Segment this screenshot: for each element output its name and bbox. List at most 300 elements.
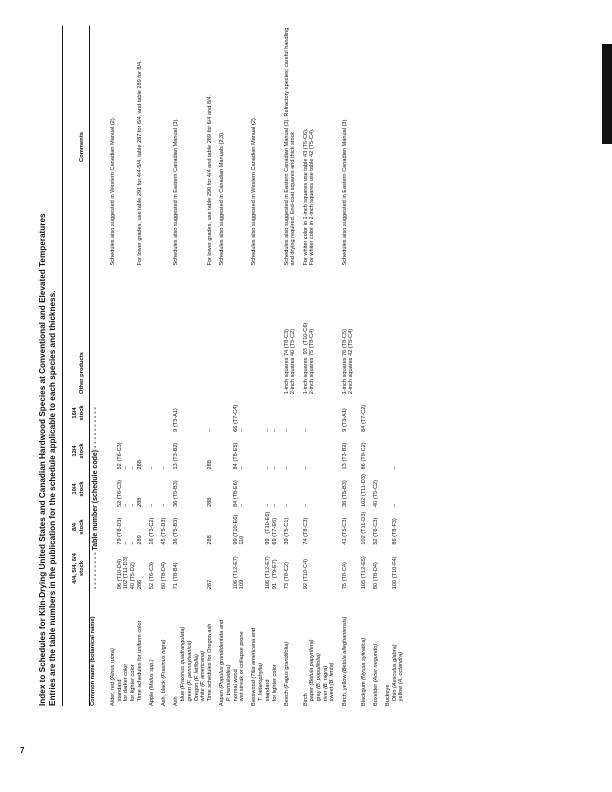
species-botanical-name: P. tremuloides): [225, 664, 232, 706]
species-name-cell: [373, 589, 380, 706]
schedule-44-cell: [284, 545, 297, 590]
schedule-value: 52 (T6-C3): [116, 442, 123, 470]
other-products-cell: [251, 266, 278, 395]
schedule-164-cell: [173, 394, 213, 432]
schedule-44-cell: [251, 545, 278, 590]
schedule-value: 287: [206, 579, 213, 590]
schedule-value: 102 (T11-D3): [123, 556, 130, 590]
page-number: 7: [20, 746, 25, 755]
species-common-name: for darker color: [123, 663, 130, 706]
schedule-value: 71 (T8-B4): [173, 562, 180, 590]
table-body: [110, 26, 411, 706]
schedule-value: –: [271, 466, 278, 470]
species-common-name: Blackgum: [360, 679, 367, 706]
species-common-name: Birch: [302, 693, 309, 706]
comment-text: Schedules also suggested in Eastern Canadian Manual (3). Refractory species; careful handling and drying required. End-coat squares and thick stock.: [283, 27, 297, 266]
schedule-value: 36 (T5-B3): [341, 480, 348, 508]
species-botanical-name: (B. nigra): [322, 665, 329, 689]
schedule-value: [258, 545, 265, 590]
species-name-line: [361, 592, 368, 706]
schedule-value: [161, 394, 168, 432]
schedule-value: 40 (T5-C2): [372, 480, 379, 508]
species-botanical-name: (F. pennsylvanica): [186, 640, 193, 686]
schedule-value: [373, 432, 380, 470]
schedule-value: [149, 394, 156, 432]
species-common-name: Oregon: [193, 681, 200, 706]
schedule-value: [180, 507, 187, 545]
header-164-label: 16/4: [72, 407, 78, 419]
schedule-value: [123, 394, 130, 432]
header-44-stock: [72, 546, 86, 591]
species-common-name: Ohio: [391, 687, 398, 706]
schedule-value: [194, 507, 201, 545]
comments-cell: [303, 26, 337, 266]
schedule-value: 105 (T12-E5): [360, 556, 367, 590]
species-name-line: [219, 592, 226, 706]
schedule-value: 106 (T12-E7): [264, 556, 271, 590]
schedule-44-cell: [361, 545, 368, 590]
schedule-44-cell: [161, 545, 168, 590]
schedule-84-cell: [284, 507, 297, 545]
other-products-cell: [149, 266, 156, 395]
schedule-value: [258, 432, 265, 470]
comments-cell: [284, 26, 297, 266]
schedule-value: –: [264, 466, 271, 470]
comment-text: For whiter color in 1-inch squares use table 43 (T5-C6).: [302, 128, 309, 266]
header-84-stock-word: stock: [79, 519, 85, 535]
title-line-1: Index to Schedules for Kiln-Drying United States and Canadian Hardwood Species at Conventional and Elevated Temperatures: [38, 213, 47, 706]
header-164-stock: [72, 394, 86, 432]
header-84-stock: [72, 508, 86, 546]
species-name-cell: [149, 589, 156, 706]
header-other-products: Other products: [79, 352, 85, 394]
comment-text: For whiter color in 2-inch squares use table 42 (T5-C4).: [309, 128, 316, 266]
schedule-value: 84 (T8-E5): [232, 442, 239, 470]
schedule-value: [130, 394, 137, 432]
schedule-124-cell: [219, 432, 246, 470]
other-product-line: 1-inch squares 76 (T8-C5): [341, 328, 348, 395]
species-common-name: Time schedules for Oregon ash: [206, 623, 213, 706]
schedule-value: –: [271, 503, 278, 508]
schedule-value: [194, 545, 201, 590]
comment-text: Schedules also suggested in Western Canadian Manual (2).: [251, 116, 258, 266]
species-common-name: paper: [309, 685, 316, 706]
schedule-value: –: [302, 466, 309, 470]
schedule-value: 41 (T5-C3): [341, 517, 348, 545]
comment-text: [123, 26, 130, 266]
schedule-value: [385, 394, 392, 432]
schedule-164-cell: [303, 394, 337, 432]
schedule-164-cell: [373, 394, 380, 432]
schedule-value: 110: [239, 535, 246, 545]
rotated-table-page: [30, 16, 560, 716]
header-comments: Comments: [79, 132, 85, 162]
species-name-line: [233, 592, 240, 706]
other-products-cell: [161, 266, 168, 395]
schedule-84-cell: [110, 507, 144, 545]
species-botanical-name: (Alnus rubra): [110, 648, 116, 681]
schedule-value: –: [283, 503, 290, 508]
table-row: [361, 26, 368, 706]
species-name-line: [316, 592, 323, 706]
schedule-84-cell: [385, 507, 405, 545]
comments-cell: [149, 26, 156, 266]
schedule-value: 36 (T5-B3): [173, 517, 180, 545]
comments-cell: [342, 26, 355, 266]
species-name-cell: [219, 589, 246, 706]
other-product-line: 2-inch squares 42 (T5-C4): [348, 328, 355, 395]
species-name-cell: [361, 589, 368, 706]
schedule-164-cell: [284, 394, 297, 432]
schedule-164-cell: [149, 394, 156, 432]
schedule-84-cell: [173, 507, 213, 545]
header-44-stock-word: stock: [79, 560, 85, 577]
schedule-value: 39 (T5-C1): [283, 517, 290, 545]
other-product-line: 1-inch squares 74 (T8-C3): [283, 328, 290, 395]
schedule-value: [373, 394, 380, 432]
schedule-44-cell: [219, 545, 246, 590]
species-name-line: [117, 592, 124, 706]
page-title: [38, 213, 58, 706]
schedule-124-cell: [303, 432, 337, 470]
header-top-rule: [62, 26, 63, 706]
species-name-line: [180, 592, 187, 706]
schedule-84-cell: [251, 507, 278, 545]
species-common-name: Aspen: [219, 688, 226, 706]
schedule-value: –: [283, 466, 290, 470]
schedule-value: 13 (T3-B2): [341, 442, 348, 470]
schedule-104-cell: [385, 469, 405, 507]
schedule-124-cell: [284, 432, 297, 470]
schedule-value: [180, 432, 187, 470]
species-name-line: [207, 592, 214, 706]
schedule-value: 102 (T11-D3): [360, 511, 367, 545]
schedule-value: [258, 507, 265, 545]
species-name-line: [161, 592, 168, 706]
comment-text: [180, 26, 187, 266]
schedule-164-cell: [342, 394, 355, 432]
schedule-value: [110, 507, 117, 545]
schedule-value: 80 (T8-D4): [372, 562, 379, 590]
comments-cell: [219, 26, 246, 266]
species-common-name: Buckeye: [385, 684, 391, 706]
table-row: [173, 26, 213, 706]
species-botanical-name: (Betula papyrifera): [309, 639, 316, 686]
schedule-value: [137, 394, 144, 432]
schedule-value: 86 (T9-C2): [360, 442, 367, 470]
schedule-value: 288: [136, 497, 143, 508]
schedule-44-cell: [385, 545, 405, 590]
schedule-value: –: [239, 503, 246, 508]
schedule-value: [392, 394, 399, 432]
schedule-value: 52 (T6-C3): [149, 562, 156, 590]
comment-text: Schedules also suggested in Canadian Manuals (2,3).: [219, 131, 226, 266]
comments-cell: [173, 26, 213, 266]
species-name-line: [123, 592, 130, 706]
schedule-value: 52 (T6-C3): [116, 480, 123, 508]
species-botanical-name: (Fraxinus quadrangulata): [180, 626, 187, 690]
schedule-124-cell: [251, 432, 278, 470]
table-number-span: - - - - - - - - - Table number (schedule code) - - - - - - - - - -: [92, 407, 99, 589]
species-common-name: wet streak or collapse prone: [239, 631, 246, 706]
species-name-line: [173, 592, 180, 706]
schedule-value: [226, 507, 233, 545]
comment-text: [117, 26, 124, 266]
species-botanical-name: (B. populifolia): [316, 653, 323, 689]
other-products-cell: [110, 266, 144, 395]
schedule-value: 16 (T3-C2): [149, 517, 156, 545]
schedule-value: 73 (T8-C2): [283, 562, 290, 590]
schedule-value: 40 (T5-D2): [130, 562, 137, 590]
schedule-value: [187, 394, 194, 432]
comments-cell: [373, 26, 380, 266]
species-botanical-name: (F. latifolia): [193, 654, 200, 682]
species-name-line: [385, 592, 392, 706]
schedule-value: 288: [206, 497, 213, 508]
schedule-value: [200, 432, 207, 470]
species-name-line: [194, 592, 201, 706]
schedule-value: –: [283, 428, 290, 432]
species-name-cell: [110, 589, 144, 706]
species-botanical-name: (Aesculus glabra): [391, 644, 398, 688]
schedule-value: 289: [136, 535, 143, 545]
species-name-cell: [284, 589, 297, 706]
table-row: [342, 26, 355, 706]
schedule-value: 9 (T3-A1): [341, 408, 348, 432]
species-common-name: Boxelder: [372, 682, 379, 706]
schedule-value: 69 (T7-E6): [271, 517, 278, 545]
schedule-value: –: [130, 466, 137, 470]
schedule-104-cell: [110, 469, 144, 507]
species-botanical-name: (Malus spp.): [149, 659, 156, 691]
species-name-cell: [303, 589, 337, 706]
schedule-value: [117, 394, 124, 432]
schedule-44-cell: [373, 545, 380, 590]
comment-text: Schedules also suggested in Western Canadian Manual (2).: [110, 116, 116, 266]
species-common-name: river: [322, 688, 329, 706]
schedule-value: [200, 507, 207, 545]
schedule-104-cell: [342, 469, 355, 507]
schedule-value: [219, 507, 226, 545]
schedule-164-cell: [110, 394, 144, 432]
schedule-value: 13 (T3-B2): [173, 442, 180, 470]
species-name-line: [200, 592, 207, 706]
schedule-44-cell: [173, 545, 213, 590]
schedule-value: –: [161, 466, 168, 470]
other-product-line: 2-inch squares 75 (T8-C4): [309, 328, 316, 395]
species-name-line: [329, 592, 336, 706]
schedule-104-cell: [303, 469, 337, 507]
species-name-line: [110, 592, 117, 706]
schedule-value: –: [391, 466, 398, 470]
schedule-value: 99 (T10-E6): [264, 511, 271, 545]
schedule-value: [180, 469, 187, 507]
schedule-104-cell: [361, 469, 368, 507]
schedule-value: [180, 545, 187, 590]
species-common-name: sweet: [329, 685, 336, 706]
table-row: [385, 26, 405, 706]
species-common-name: blue: [180, 689, 187, 706]
schedule-value: 9 (T3-A1): [173, 408, 180, 432]
schedule-value: –: [302, 503, 309, 508]
schedule-value: [219, 545, 226, 590]
schedule-value: –: [130, 541, 137, 545]
table-row: [219, 26, 246, 706]
schedule-value: [251, 507, 258, 545]
schedule-value: 288: [136, 460, 143, 470]
schedule-value: [226, 432, 233, 470]
species-name-line: [251, 592, 258, 706]
header-124-stock-word: stock: [79, 443, 85, 459]
header-mid-rule: [89, 26, 90, 706]
schedule-value: [194, 432, 201, 470]
species-common-name: Alder, red: [110, 680, 116, 706]
schedule-84-cell: [373, 507, 380, 545]
other-products-cell: [219, 266, 246, 395]
species-name-line: [130, 592, 137, 706]
species-name-line: [265, 592, 272, 706]
schedule-value: 288: [206, 535, 213, 545]
schedule-value: –: [302, 428, 309, 432]
schedule-84-cell: [361, 507, 368, 545]
schedule-value: [110, 432, 117, 470]
schedule-value: [385, 469, 392, 507]
schedule-value: 109: [239, 579, 246, 590]
species-common-name: Beech: [283, 688, 290, 706]
comment-text: For lower grades, use table 290 for 4/4 and table 289 for 6/4 and 8/4.: [206, 94, 213, 266]
species-name-line: [392, 592, 399, 706]
schedule-value: [194, 469, 201, 507]
schedule-124-cell: [342, 432, 355, 470]
species-name-cell: [161, 589, 168, 706]
other-products-cell: [373, 266, 380, 395]
comment-text: [130, 26, 137, 266]
species-name-cell: [385, 589, 405, 706]
species-botanical-name: T. heterophylla): [258, 662, 265, 706]
header-common-name: Common name (botanical name): [90, 616, 96, 706]
schedule-value: –: [264, 503, 271, 508]
species-botanical-name: (Fagus grandifolia): [283, 641, 290, 689]
schedule-value: [385, 545, 392, 590]
species-botanical-name: (F. americana): [200, 651, 207, 687]
table-row: [303, 26, 337, 706]
table-row: [284, 26, 297, 706]
margin-thumb-tab: [602, 44, 612, 144]
schedule-value: –: [123, 541, 130, 545]
schedule-164-cell: [161, 394, 168, 432]
species-common-name: standard: [264, 679, 271, 706]
species-common-name: Birch, yellow: [341, 673, 348, 706]
schedule-value: [258, 394, 265, 432]
schedule-value: –: [123, 503, 130, 508]
schedule-value: [226, 394, 233, 432]
species-common-name: Basswood: [251, 678, 258, 706]
schedule-value: [258, 469, 265, 507]
species-name-line: [309, 592, 316, 706]
schedule-value: 100 (T10-F4): [391, 556, 398, 590]
schedule-104-cell: [251, 469, 278, 507]
schedule-value: [187, 545, 194, 590]
comment-text: [194, 26, 201, 266]
species-botanical-name: (B. lenta): [329, 662, 336, 686]
schedule-value: 99 (T10-E6): [232, 514, 239, 545]
table-row: [251, 26, 278, 706]
schedule-value: [226, 469, 233, 507]
schedule-value: 75 (T8-C4): [341, 562, 348, 590]
title-line-2: Entries are the table numbers in the publication for the schedule applicable to each species and thickness.: [48, 290, 57, 706]
species-name-line: [398, 592, 405, 706]
schedule-value: –: [206, 428, 213, 432]
header-124-label: 12/4: [72, 445, 78, 457]
schedule-164-cell: [385, 394, 405, 432]
schedule-value: –: [149, 466, 156, 470]
table-row: [149, 26, 156, 706]
schedule-value: [187, 469, 194, 507]
species-name-line: [149, 592, 156, 706]
schedule-value: 102 (T11-D3): [360, 474, 367, 508]
schedule-164-cell: [219, 394, 246, 432]
schedule-104-cell: [173, 469, 213, 507]
schedule-84-cell: [303, 507, 337, 545]
schedule-value: –: [271, 428, 278, 432]
schedule-value: –: [161, 503, 168, 508]
schedule-value: [251, 432, 258, 470]
species-common-name: Time schedules for uniform color: [136, 620, 143, 706]
schedule-84-cell: [342, 507, 355, 545]
header-104-stock-word: stock: [79, 481, 85, 497]
species-common-name: normal wood: [232, 669, 239, 706]
schedule-value: 36 (T5-B3): [173, 480, 180, 508]
species-botanical-name: (Betula alleghaniensis): [341, 616, 348, 674]
schedule-164-cell: [251, 394, 278, 432]
schedule-104-cell: [373, 469, 380, 507]
comments-cell: [361, 26, 368, 266]
schedule-44-cell: [149, 545, 156, 590]
schedule-value: [180, 394, 187, 432]
schedule-value: [194, 394, 201, 432]
species-name-line: [284, 592, 291, 706]
schedule-44-cell: [110, 545, 144, 590]
schedule-124-cell: [161, 432, 168, 470]
schedule-84-cell: [149, 507, 156, 545]
schedule-84-cell: [161, 507, 168, 545]
species-common-name: Apple: [149, 690, 156, 706]
species-common-name: white: [200, 686, 207, 706]
schedule-value: [251, 545, 258, 590]
schedule-value: [187, 432, 194, 470]
species-name-line: [272, 592, 279, 706]
comments-cell: [161, 26, 168, 266]
schedule-104-cell: [149, 469, 156, 507]
schedule-value: [200, 469, 207, 507]
schedule-value: –: [149, 503, 156, 508]
other-product-line: 2-inch squares 40 (T5-C2): [290, 328, 297, 395]
schedule-value: [226, 545, 233, 590]
table-row: [110, 26, 144, 706]
other-product-line: 1-inch squares 93 (T10-C6): [302, 322, 309, 395]
other-products-cell: [342, 266, 355, 395]
comment-text: Schedules also suggested in Eastern Canadian Manual (3).: [341, 118, 348, 266]
species-common-name: for lighter color: [271, 664, 278, 706]
species-botanical-name: (Acer negundo): [372, 643, 379, 683]
species-name-line: [187, 592, 194, 706]
schedule-124-cell: [361, 432, 368, 470]
schedule-value: –: [264, 428, 271, 432]
header-104-label: 10/4: [72, 483, 78, 495]
schedule-value: 106 (T12-E7): [232, 556, 239, 590]
header-84-label: 8/4: [72, 522, 78, 532]
schedule-value: 84 (T8-E6): [232, 480, 239, 508]
